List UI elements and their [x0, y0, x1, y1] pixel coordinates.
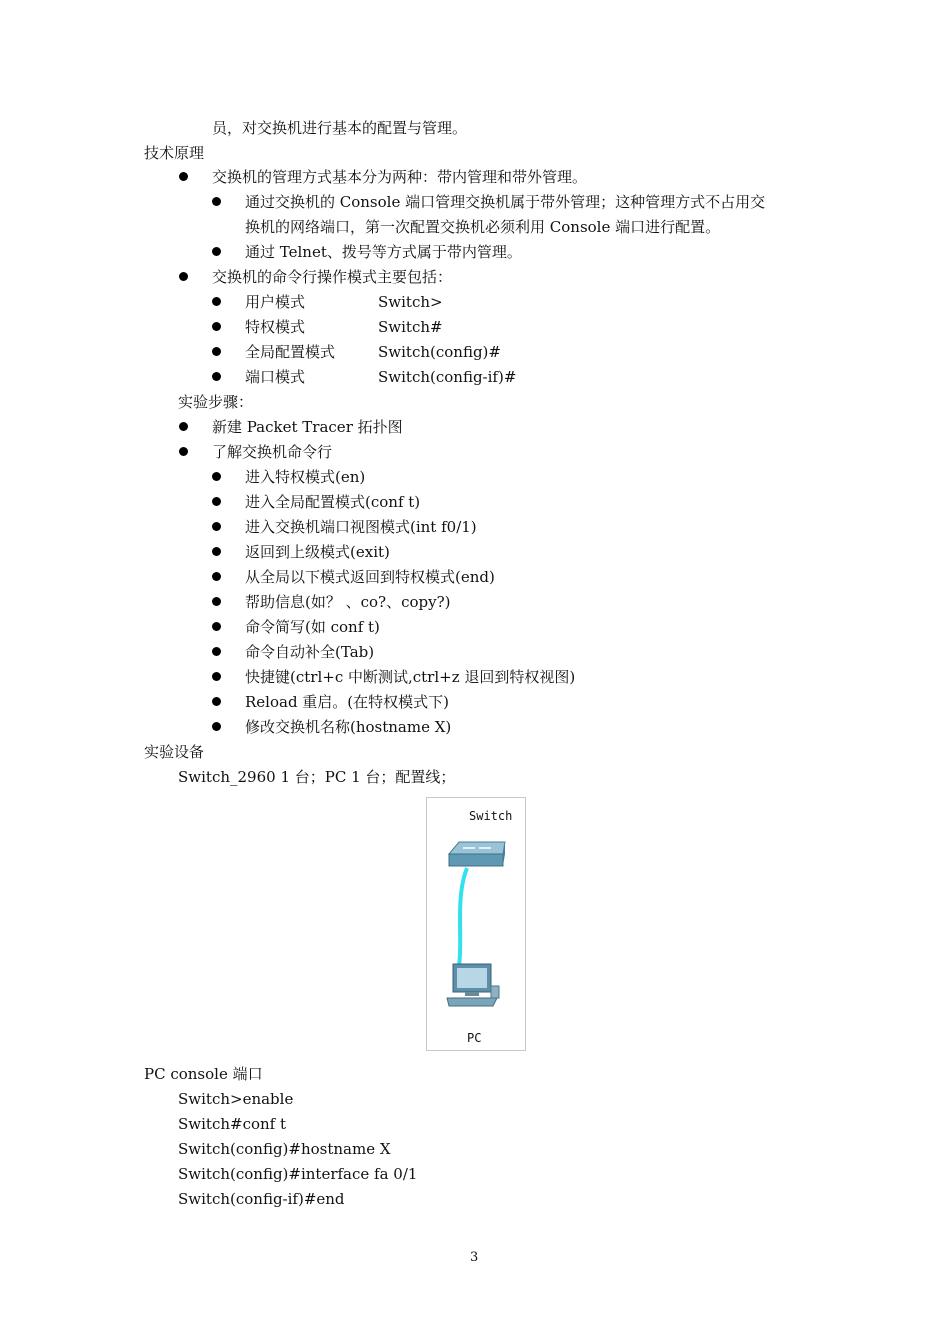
steps-subitem: 进入特权模式(en): [245, 468, 366, 486]
steps-subitem: Reload 重启。(在特权模式下): [245, 693, 450, 711]
steps-item-1: 新建 Packet Tracer 拓扑图: [212, 418, 403, 436]
steps-subitem: 返回到上级模式(exit): [245, 543, 390, 561]
steps-subitem: 进入全局配置模式(conf t): [245, 493, 421, 511]
equipment-list: Switch_2960 1 台；PC 1 台；配置线；: [178, 768, 456, 786]
bullet-icon: [212, 722, 221, 731]
page-number: 3: [470, 1250, 479, 1265]
switch-icon: [449, 842, 505, 866]
console-command: Switch>enable: [178, 1090, 294, 1108]
tech-subitem-1-line1: 通过交换机的 Console 端口管理交换机属于带外管理；这种管理方式不占用交: [245, 193, 766, 211]
console-command: Switch#conf t: [178, 1115, 287, 1133]
tech-subitem-1-line2: 换机的网络端口，第一次配置交换机必须利用 Console 端口进行配置。: [245, 218, 721, 236]
section-heading-console: PC console 端口: [144, 1065, 263, 1083]
section-heading-steps: 实验步骤：: [178, 393, 254, 411]
steps-subitem: 从全局以下模式返回到特权模式(end): [245, 568, 495, 586]
console-command: Switch(config-if)#end: [178, 1190, 345, 1208]
mode-name: 特权模式: [245, 318, 306, 336]
bullet-icon: [212, 522, 221, 531]
mode-name: 端口模式: [245, 368, 306, 386]
steps-subitem: 快捷键(ctrl+c 中断测试,ctrl+z 退回到特权视图): [245, 668, 576, 686]
bullet-icon: [179, 422, 188, 431]
bullet-icon: [179, 272, 188, 281]
bullet-icon: [212, 672, 221, 681]
steps-subitem: 命令简写(如 conf t): [245, 618, 380, 636]
bullet-icon: [212, 622, 221, 631]
section-heading-equipment: 实验设备: [144, 743, 205, 761]
steps-item-2: 了解交换机命令行: [212, 443, 333, 461]
steps-subitem: 命令自动补全(Tab): [245, 643, 375, 661]
bullet-icon: [212, 597, 221, 606]
mode-prompt: Switch#: [378, 318, 443, 336]
bullet-icon: [212, 347, 221, 356]
steps-subitem: 修改交换机名称(hostname X): [245, 718, 452, 736]
steps-subitem: 进入交换机端口视图模式(int f0/1): [245, 518, 477, 536]
bullet-icon: [212, 547, 221, 556]
tech-item-2: 交换机的命令行操作模式主要包括：: [212, 268, 453, 286]
bullet-icon: [212, 497, 221, 506]
bullet-icon: [212, 647, 221, 656]
pc-label: PC: [467, 1031, 482, 1045]
section-heading-tech: 技术原理: [144, 144, 205, 162]
mode-name: 全局配置模式: [245, 343, 336, 361]
switch-label: Switch: [469, 809, 513, 823]
bullet-icon: [212, 297, 221, 306]
console-command: Switch(config)#interface fa 0/1: [178, 1165, 418, 1183]
tech-subitem-2: 通过 Telnet、拨号等方式属于带内管理。: [245, 243, 522, 261]
bullet-icon: [212, 247, 221, 256]
bullet-icon: [179, 172, 188, 181]
tech-item-1: 交换机的管理方式基本分为两种：带内管理和带外管理。: [212, 168, 588, 186]
bullet-icon: [212, 697, 221, 706]
mode-prompt: Switch(config)#: [378, 343, 501, 361]
mode-name: 用户模式: [245, 293, 306, 311]
bullet-icon: [212, 572, 221, 581]
console-cable: [459, 868, 467, 966]
bullet-icon: [212, 197, 221, 206]
steps-subitem: 帮助信息(如？ 、co?、copy?): [245, 593, 451, 611]
bullet-icon: [212, 372, 221, 381]
mode-prompt: Switch>: [378, 293, 443, 311]
bullet-icon: [179, 447, 188, 456]
topology-diagram: [427, 798, 525, 1050]
mode-prompt: Switch(config-if)#: [378, 368, 517, 386]
console-command: Switch(config)#hostname X: [178, 1140, 391, 1158]
intro-text: 员，对交换机进行基本的配置与管理。: [212, 119, 468, 137]
pc-icon: [447, 964, 499, 1006]
topology-figure: [426, 797, 526, 1051]
bullet-icon: [212, 322, 221, 331]
bullet-icon: [212, 472, 221, 481]
